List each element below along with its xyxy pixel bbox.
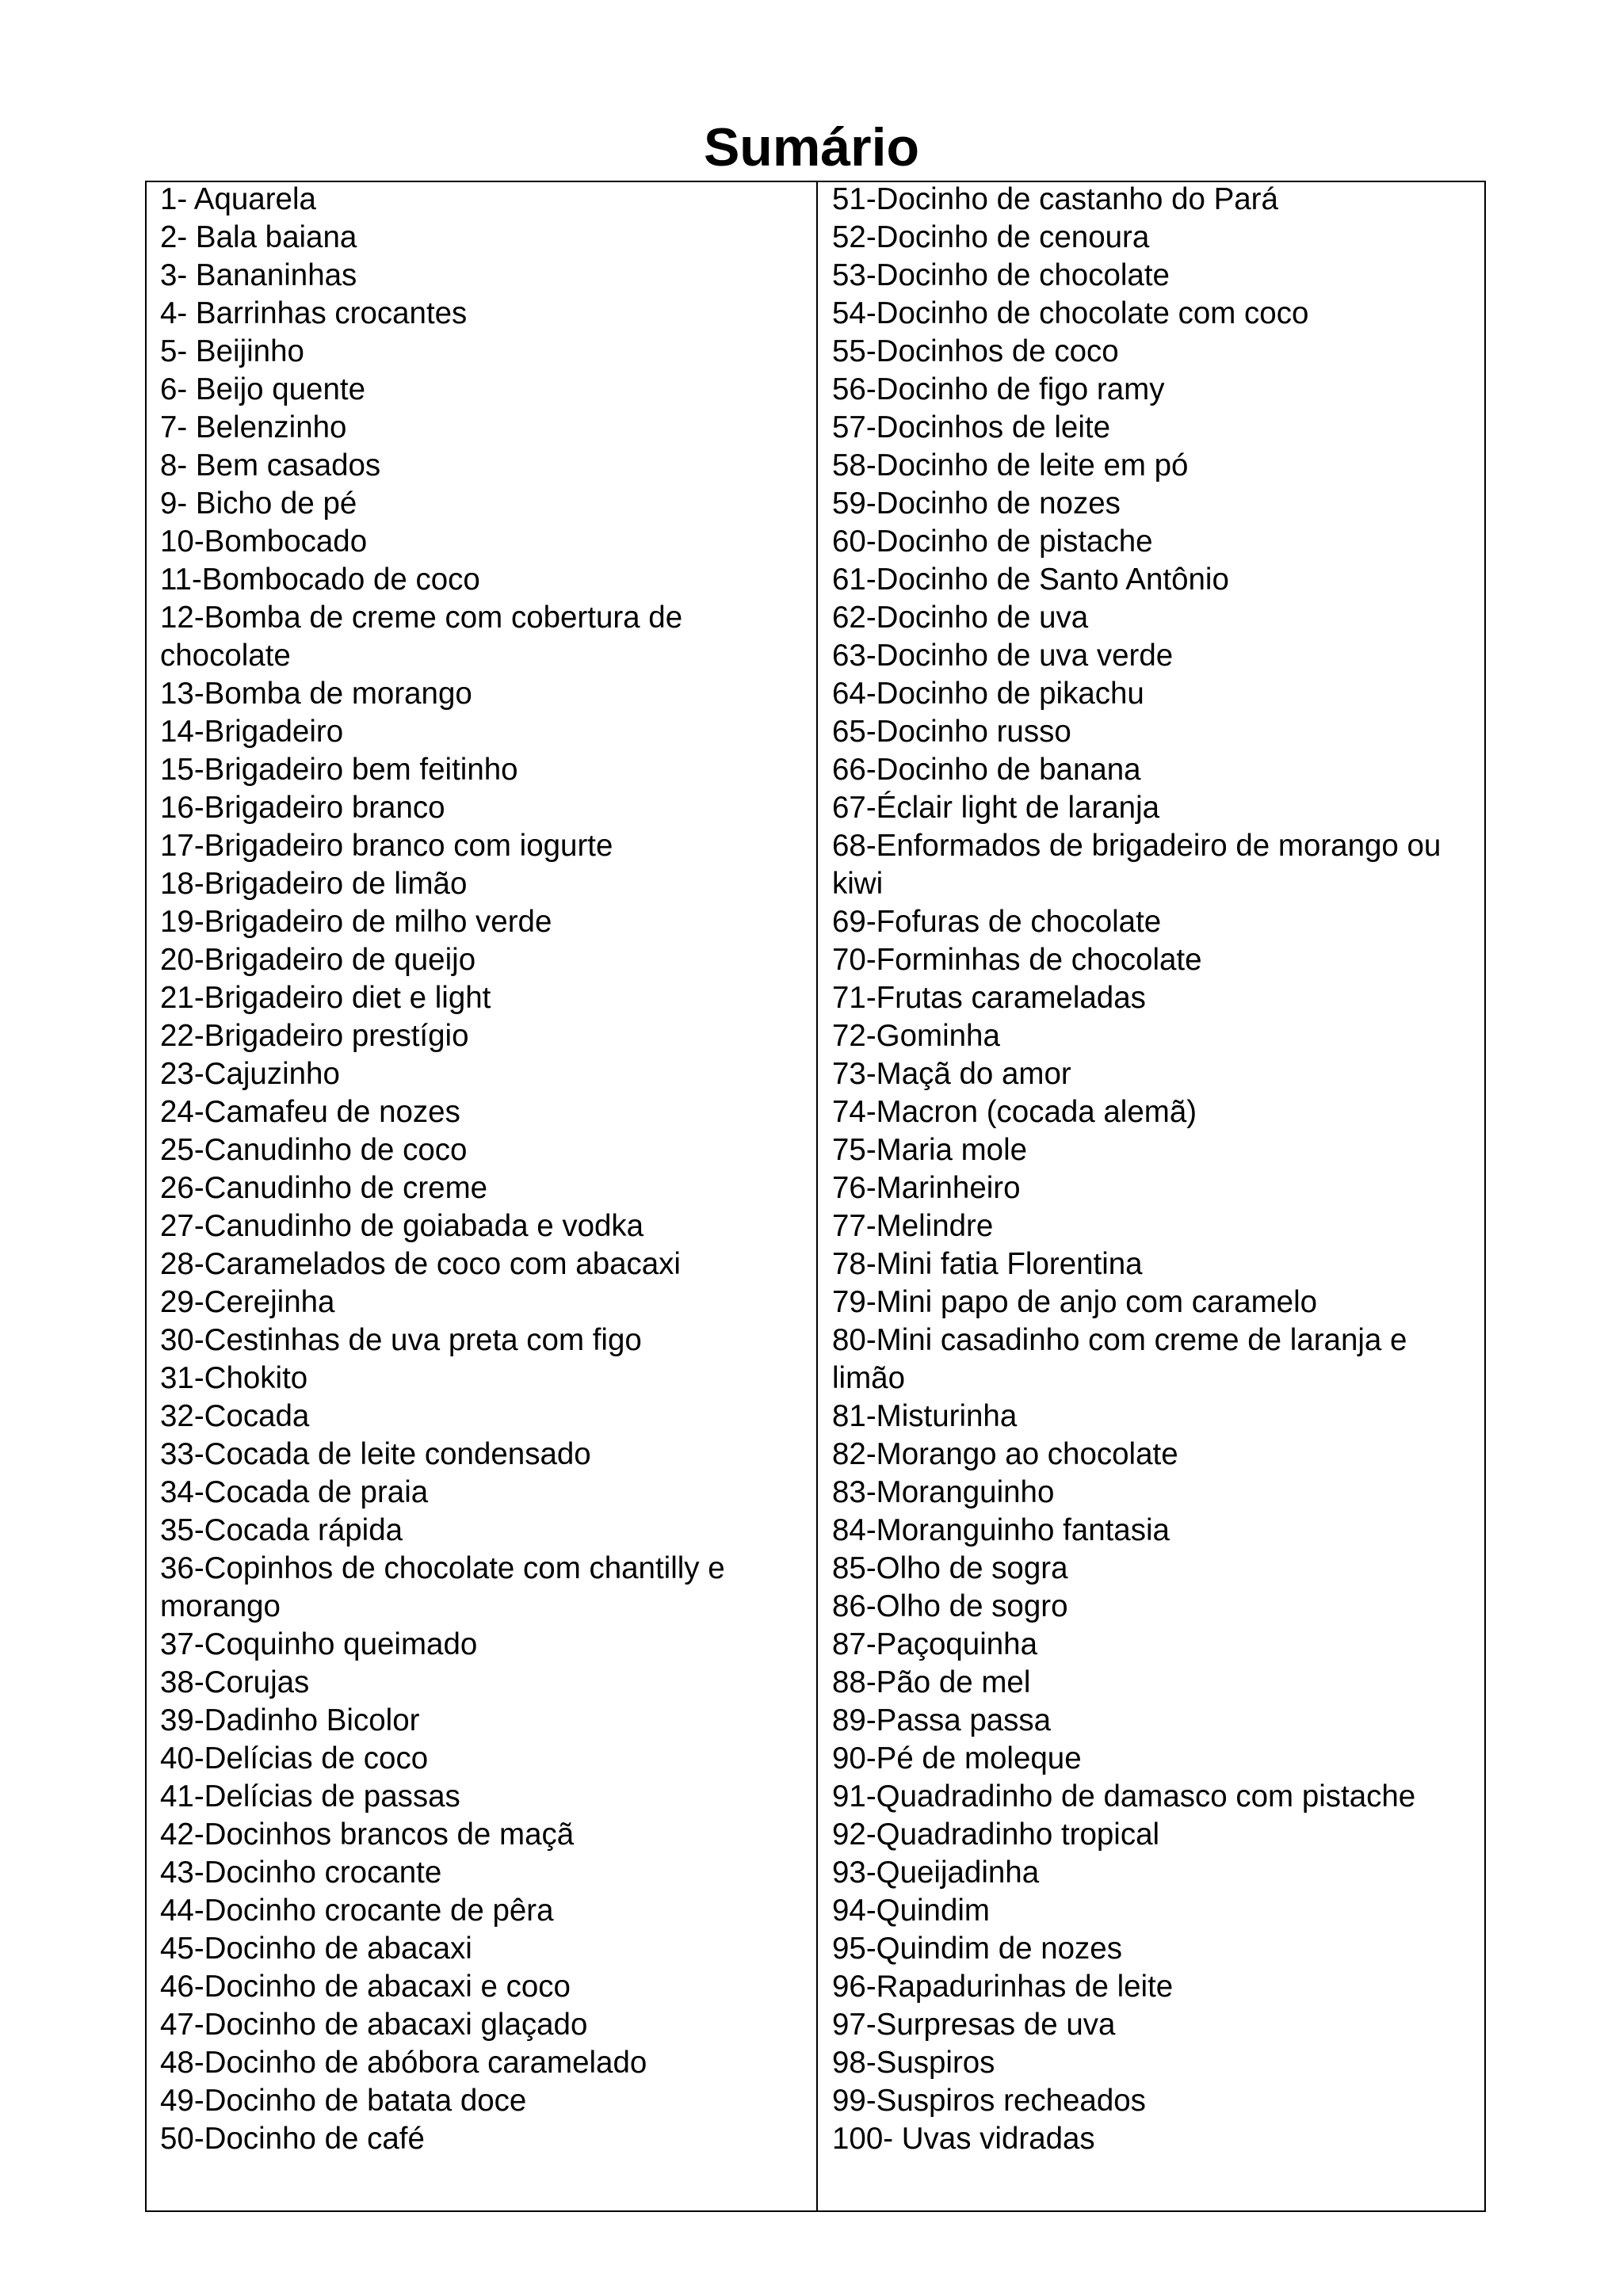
column-divider bbox=[816, 181, 818, 2212]
toc-entry: 65-Docinho russo bbox=[832, 715, 1071, 749]
toc-entry: 28-Caramelados de coco com abacaxi bbox=[160, 1247, 681, 1281]
toc-entry: 48-Docinho de abóbora caramelado bbox=[160, 2046, 647, 2080]
toc-entry: 84-Moranguinho fantasia bbox=[832, 1513, 1170, 1547]
toc-entry: 14-Brigadeiro bbox=[160, 715, 344, 749]
toc-entry: 37-Coquinho queimado bbox=[160, 1627, 478, 1661]
toc-entry: 67-Éclair light de laranja bbox=[832, 791, 1160, 825]
toc-entry: 9- Bicho de pé bbox=[160, 486, 357, 521]
toc-entry: 71-Frutas carameladas bbox=[832, 981, 1146, 1015]
toc-entry: 22-Brigadeiro prestígio bbox=[160, 1019, 469, 1053]
toc-entry: 93-Queijadinha bbox=[832, 1855, 1040, 1890]
toc-entry: 73-Maçã do amor bbox=[832, 1057, 1071, 1091]
toc-entry: 78-Mini fatia Florentina bbox=[832, 1247, 1143, 1281]
toc-entry: 54-Docinho de chocolate com coco bbox=[832, 296, 1309, 330]
toc-entry: 68-Enformados de brigadeiro de morango ou kiwi bbox=[832, 829, 1442, 901]
toc-entry: 77-Melindre bbox=[832, 1209, 994, 1243]
toc-entry: 82-Morango ao chocolate bbox=[832, 1437, 1178, 1471]
toc-entry: 42-Docinhos brancos de maçã bbox=[160, 1817, 575, 1852]
toc-entry: 49-Docinho de batata doce bbox=[160, 2084, 527, 2118]
toc-entry: 100- Uvas vidradas bbox=[832, 2122, 1095, 2156]
toc-entry: 80-Mini casadinho com creme de laranja e limão bbox=[832, 1323, 1407, 1395]
toc-entry: 1- Aquarela bbox=[160, 182, 316, 216]
toc-entry: 17-Brigadeiro branco com iogurte bbox=[160, 829, 613, 863]
toc-entry: 92-Quadradinho tropical bbox=[832, 1817, 1160, 1852]
toc-entry: 13-Bomba de morango bbox=[160, 677, 472, 711]
toc-entry: 64-Docinho de pikachu bbox=[832, 677, 1144, 711]
toc-entry: 88-Pão de mel bbox=[832, 1665, 1031, 1699]
toc-entry: 7- Belenzinho bbox=[160, 410, 347, 444]
toc-entry: 4- Barrinhas crocantes bbox=[160, 296, 468, 330]
toc-entry: 10-Bombocado bbox=[160, 524, 368, 559]
toc-right-column bbox=[832, 181, 1474, 2158]
toc-entry: 24-Camafeu de nozes bbox=[160, 1095, 460, 1129]
toc-entry: 96-Rapadurinhas de leite bbox=[832, 1970, 1174, 2004]
toc-entry: 99-Suspiros recheados bbox=[832, 2084, 1146, 2118]
toc-entry: 61-Docinho de Santo Antônio bbox=[832, 563, 1229, 597]
toc-entry: 38-Corujas bbox=[160, 1665, 310, 1699]
toc-entry: 97-Surpresas de uva bbox=[832, 2008, 1116, 2042]
toc-entry: 26-Canudinho de creme bbox=[160, 1171, 488, 1205]
toc-entry: 19-Brigadeiro de milho verde bbox=[160, 905, 552, 939]
toc-entry: 94-Quindim bbox=[832, 1894, 991, 1928]
toc-entry: 11-Bombocado de coco bbox=[160, 563, 480, 597]
toc-entry: 51-Docinho de castanho do Pará bbox=[832, 182, 1278, 216]
toc-entry: 76-Marinheiro bbox=[832, 1171, 1021, 1205]
toc-entry: 90-Pé de moleque bbox=[832, 1741, 1082, 1775]
toc-entry: 41-Delícias de passas bbox=[160, 1779, 460, 1814]
toc-entry: 43-Docinho crocante bbox=[160, 1855, 442, 1890]
toc-entry: 29-Cerejinha bbox=[160, 1285, 335, 1319]
toc-entry: 27-Canudinho de goiabada e vodka bbox=[160, 1209, 644, 1243]
toc-entry: 50-Docinho de café bbox=[160, 2122, 425, 2156]
toc-entry: 81-Misturinha bbox=[832, 1399, 1018, 1433]
toc-entry: 75-Maria mole bbox=[832, 1133, 1028, 1167]
toc-entry: 3- Bananinhas bbox=[160, 258, 357, 292]
toc-entry: 85-Olho de sogra bbox=[832, 1551, 1068, 1585]
toc-entry: 79-Mini papo de anjo com caramelo bbox=[832, 1285, 1318, 1319]
toc-entry: 83-Moranguinho bbox=[832, 1475, 1055, 1509]
toc-entry: 70-Forminhas de chocolate bbox=[832, 943, 1202, 977]
toc-entry: 89-Passa passa bbox=[832, 1703, 1052, 1737]
toc-entry: 53-Docinho de chocolate bbox=[832, 258, 1170, 292]
toc-entry: 23-Cajuzinho bbox=[160, 1057, 340, 1091]
toc-entry: 46-Docinho de abacaxi e coco bbox=[160, 1970, 571, 2004]
toc-entry: 62-Docinho de uva bbox=[832, 601, 1089, 635]
toc-entry: 40-Delícias de coco bbox=[160, 1741, 429, 1775]
toc-entry: 63-Docinho de uva verde bbox=[832, 639, 1174, 673]
toc-entry: 57-Docinhos de leite bbox=[832, 410, 1110, 444]
toc-entry: 39-Dadinho Bicolor bbox=[160, 1703, 420, 1737]
toc-entry: 18-Brigadeiro de limão bbox=[160, 867, 468, 901]
toc-entry: 44-Docinho crocante de pêra bbox=[160, 1894, 554, 1928]
toc-entry: 6- Beijo quente bbox=[160, 372, 365, 406]
toc-entry: 95-Quindim de nozes bbox=[832, 1932, 1122, 1966]
toc-entry: 36-Copinhos de chocolate com chantilly e morango bbox=[160, 1551, 725, 1623]
toc-entry: 86-Olho de sogro bbox=[832, 1589, 1068, 1623]
toc-entry: 74-Macron (cocada alemã) bbox=[832, 1095, 1197, 1129]
toc-entry: 30-Cestinhas de uva preta com figo bbox=[160, 1323, 642, 1357]
toc-entry: 58-Docinho de leite em pó bbox=[832, 448, 1189, 482]
toc-left-column bbox=[160, 181, 802, 2158]
toc-entry: 56-Docinho de figo ramy bbox=[832, 372, 1165, 406]
page-title: Sumário bbox=[703, 117, 920, 177]
toc-entry: 52-Docinho de cenoura bbox=[832, 220, 1150, 254]
toc-entry: 12-Bomba de creme com cobertura de chocolate bbox=[160, 601, 683, 673]
toc-entry: 33-Cocada de leite condensado bbox=[160, 1437, 591, 1471]
toc-entry: 87-Paçoquinha bbox=[832, 1627, 1038, 1661]
toc-entry: 55-Docinhos de coco bbox=[832, 334, 1119, 368]
toc-entry: 98-Suspiros bbox=[832, 2046, 995, 2080]
toc-entry: 15-Brigadeiro bem feitinho bbox=[160, 753, 518, 787]
toc-entry: 20-Brigadeiro de queijo bbox=[160, 943, 476, 977]
toc-entry: 47-Docinho de abacaxi glaçado bbox=[160, 2008, 588, 2042]
toc-entry: 35-Cocada rápida bbox=[160, 1513, 403, 1547]
toc-entry: 2- Bala baiana bbox=[160, 220, 357, 254]
toc-entry: 21-Brigadeiro diet e light bbox=[160, 981, 491, 1015]
toc-entry: 8- Bem casados bbox=[160, 448, 381, 482]
toc-entry: 25-Canudinho de coco bbox=[160, 1133, 468, 1167]
toc-entry: 34-Cocada de praia bbox=[160, 1475, 429, 1509]
toc-entry: 66-Docinho de banana bbox=[832, 753, 1141, 787]
toc-entry: 69-Fofuras de chocolate bbox=[832, 905, 1162, 939]
toc-entry: 32-Cocada bbox=[160, 1399, 310, 1433]
toc-entry: 31-Chokito bbox=[160, 1361, 308, 1395]
toc-entry: 91-Quadradinho de damasco com pistache bbox=[832, 1779, 1416, 1814]
toc-entry: 5- Beijinho bbox=[160, 334, 304, 368]
toc-entry: 72-Gominha bbox=[832, 1019, 1000, 1053]
toc-entry: 16-Brigadeiro branco bbox=[160, 791, 445, 825]
toc-entry: 59-Docinho de nozes bbox=[832, 486, 1121, 521]
toc-entry: 60-Docinho de pistache bbox=[832, 524, 1153, 559]
toc-entry: 45-Docinho de abacaxi bbox=[160, 1932, 472, 1966]
